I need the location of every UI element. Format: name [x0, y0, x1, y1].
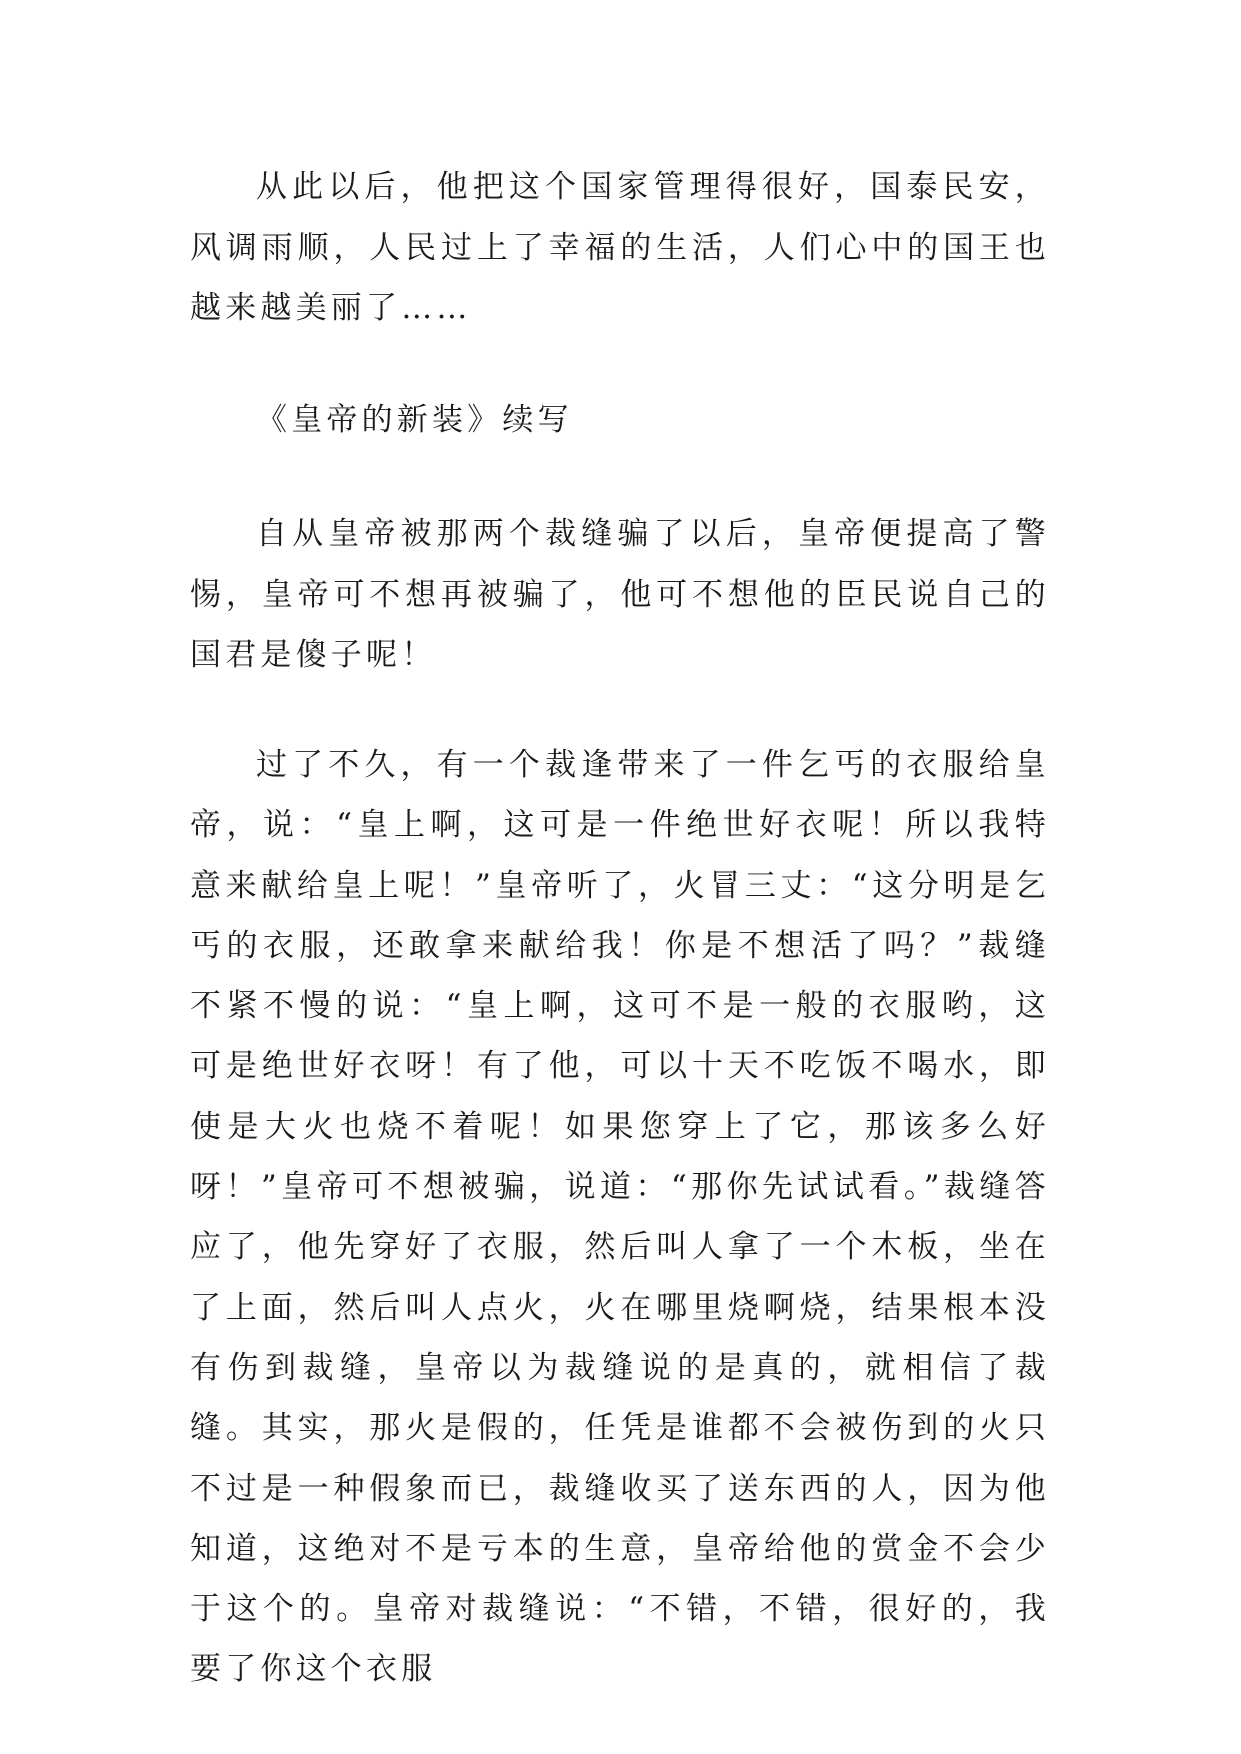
- paragraph-intro: 自从皇帝被那两个裁缝骗了以后，皇帝便提高了警惕，皇帝可不想再被骗了，他可不想他的臣民说自己的国君是傻子呢！: [190, 516, 1050, 673]
- section-title: 《皇帝的新装》续写: [256, 402, 573, 438]
- paragraph-ending: 从此以后，他把这个国家管理得很好，国泰民安，风调雨顺，人民过上了幸福的生活，人们心中的国王也越来越美丽了……: [190, 169, 1050, 326]
- paragraph-story: 过了不久，有一个裁逢带来了一件乞丐的衣服给皇帝，说：“皇上啊，这可是一件绝世好衣呢！所以我特意来献给皇上呢！”皇帝听了，火冒三丈：“这分明是乞丐的衣服，还敢拿来献给我！你是不想活了吗？”裁缝不紧不慢的说：“皇上啊，这可不是一般的衣服哟，这可是绝世好衣呀！有了他，可以十天不吃饭不喝水，即使是大火也烧不着呢！如果您穿上了它，那该多么好呀！”皇帝可不想被骗，说道：“那你先试试看。”裁缝答应了，他先穿好了衣服，然后叫人拿了一个木板，坐在了上面，然后叫人点火，火在哪里烧啊烧，结果根本没有伤到裁缝，皇帝以为裁缝说的是真的，就相信了裁缝。其实，那火是假的，任凭是谁都不会被伤到的火只不过是一种假象而已，裁缝收买了送东西的人，因为他知道，这绝对不是亏本的生意，皇帝给他的赏金不会少于这个的。皇帝对裁缝说：“不错，不错，很好的，我要了你这个衣服: [190, 747, 1050, 1688]
